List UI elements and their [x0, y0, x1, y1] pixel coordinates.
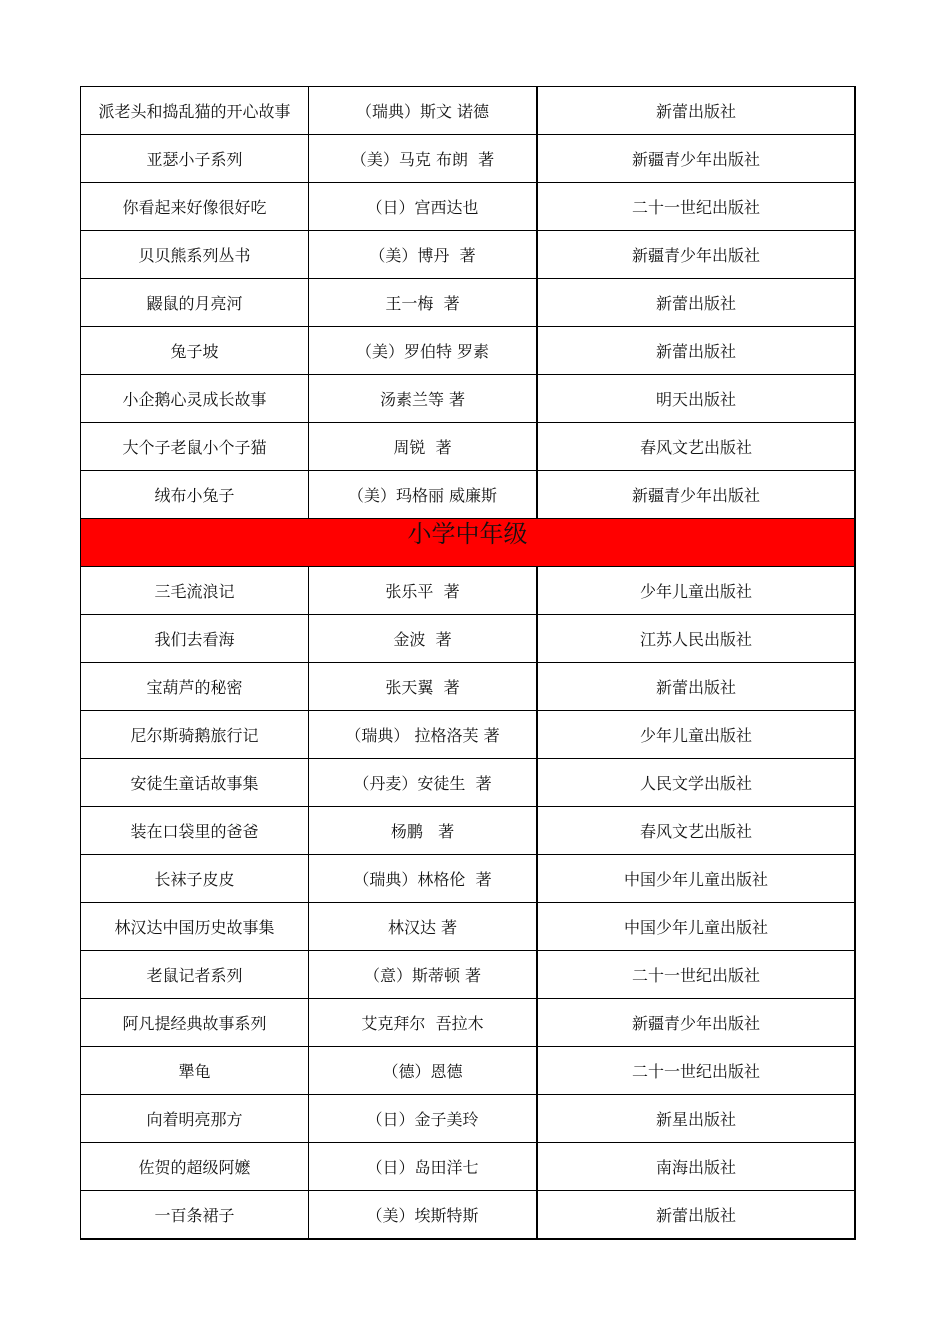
table-body — [81, 87, 856, 1240]
book-author-cell: （美）博丹 著 — [309, 231, 538, 279]
book-author-cell: （瑞典） 拉格洛芙 著 — [309, 711, 538, 759]
book-publisher-cell: 南海出版社 — [537, 1143, 855, 1191]
book-title-cell: 佐贺的超级阿嬷 — [81, 1143, 309, 1191]
book-publisher-cell: 新蕾出版社 — [537, 327, 855, 375]
book-publisher-cell: 少年儿童出版社 — [537, 567, 855, 615]
book-publisher-cell: 二十一世纪出版社 — [537, 1047, 855, 1095]
book-title-cell: 三毛流浪记 — [81, 567, 309, 615]
table-row — [81, 999, 856, 1047]
book-publisher-cell: 新蕾出版社 — [537, 279, 855, 327]
book-title-cell: 兔子坡 — [81, 327, 309, 375]
book-author-cell: 张天翼 著 — [309, 663, 538, 711]
table-row — [81, 1095, 856, 1143]
book-title-cell: 贝贝熊系列丛书 — [81, 231, 309, 279]
book-publisher-cell: 江苏人民出版社 — [537, 615, 855, 663]
table-row — [81, 663, 856, 711]
book-publisher-cell: 新疆青少年出版社 — [537, 999, 855, 1047]
table-row — [81, 903, 856, 951]
book-title-cell: 你看起来好像很好吃 — [81, 183, 309, 231]
table-row — [81, 711, 856, 759]
book-author-cell: （瑞典）斯文 诺德 — [309, 87, 538, 135]
table-row — [81, 807, 856, 855]
book-author-cell: 艾克拜尔 吾拉木 — [309, 999, 538, 1047]
table-row — [81, 1191, 856, 1240]
book-list-table — [80, 86, 856, 1240]
section-heading: 小学中年级 — [81, 519, 856, 567]
book-author-cell: （美）玛格丽 威廉斯 — [309, 471, 538, 519]
book-author-cell: 金波 著 — [309, 615, 538, 663]
book-title-cell: 大个子老鼠小个子猫 — [81, 423, 309, 471]
book-publisher-cell: 二十一世纪出版社 — [537, 951, 855, 999]
book-title-cell: 尼尔斯骑鹅旅行记 — [81, 711, 309, 759]
table-row — [81, 423, 856, 471]
book-title-cell: 派老头和捣乱猫的开心故事 — [81, 87, 309, 135]
book-title-cell: 林汉达中国历史故事集 — [81, 903, 309, 951]
book-title-cell: 阿凡提经典故事系列 — [81, 999, 309, 1047]
book-title-cell: 宝葫芦的秘密 — [81, 663, 309, 711]
book-publisher-cell: 中国少年儿童出版社 — [537, 855, 855, 903]
section-header-row — [81, 519, 856, 567]
book-publisher-cell: 新蕾出版社 — [537, 87, 855, 135]
table-row — [81, 183, 856, 231]
book-publisher-cell: 二十一世纪出版社 — [537, 183, 855, 231]
book-title-cell: 长袜子皮皮 — [81, 855, 309, 903]
book-author-cell: 杨鹏 著 — [309, 807, 538, 855]
book-author-cell: （意）斯蒂顿 著 — [309, 951, 538, 999]
book-title-cell: 我们去看海 — [81, 615, 309, 663]
table-row — [81, 471, 856, 519]
book-publisher-cell: 新蕾出版社 — [537, 1191, 855, 1240]
book-title-cell: 鼹鼠的月亮河 — [81, 279, 309, 327]
book-title-cell: 亚瑟小子系列 — [81, 135, 309, 183]
table-row — [81, 231, 856, 279]
book-publisher-cell: 新疆青少年出版社 — [537, 135, 855, 183]
book-author-cell: （德）恩德 — [309, 1047, 538, 1095]
book-title-cell: 绒布小兔子 — [81, 471, 309, 519]
book-title-cell: 向着明亮那方 — [81, 1095, 309, 1143]
book-publisher-cell: 新蕾出版社 — [537, 663, 855, 711]
book-author-cell: （日）宫西达也 — [309, 183, 538, 231]
table-row — [81, 855, 856, 903]
book-author-cell: （丹麦）安徒生 著 — [309, 759, 538, 807]
book-title-cell: 犟龟 — [81, 1047, 309, 1095]
book-publisher-cell: 春风文艺出版社 — [537, 807, 855, 855]
table-row — [81, 951, 856, 999]
book-title-cell: 装在口袋里的爸爸 — [81, 807, 309, 855]
book-author-cell: （美）埃斯特斯 — [309, 1191, 538, 1240]
book-author-cell: （美）马克 布朗 著 — [309, 135, 538, 183]
book-title-cell: 小企鹅心灵成长故事 — [81, 375, 309, 423]
book-author-cell: 汤素兰等 著 — [309, 375, 538, 423]
book-publisher-cell: 春风文艺出版社 — [537, 423, 855, 471]
table-row — [81, 135, 856, 183]
table-row — [81, 1143, 856, 1191]
table-row — [81, 327, 856, 375]
table-row — [81, 567, 856, 615]
table-row — [81, 87, 856, 135]
book-author-cell: （美）罗伯特 罗素 — [309, 327, 538, 375]
book-publisher-cell: 新星出版社 — [537, 1095, 855, 1143]
book-author-cell: 王一梅 著 — [309, 279, 538, 327]
book-author-cell: 林汉达 著 — [309, 903, 538, 951]
book-title-cell: 安徒生童话故事集 — [81, 759, 309, 807]
table-row — [81, 759, 856, 807]
book-title-cell: 老鼠记者系列 — [81, 951, 309, 999]
book-author-cell: （日）金子美玲 — [309, 1095, 538, 1143]
table-row — [81, 1047, 856, 1095]
table-row — [81, 615, 856, 663]
book-author-cell: （瑞典）林格伦 著 — [309, 855, 538, 903]
book-publisher-cell: 新疆青少年出版社 — [537, 231, 855, 279]
book-publisher-cell: 明天出版社 — [537, 375, 855, 423]
book-publisher-cell: 人民文学出版社 — [537, 759, 855, 807]
book-author-cell: 张乐平 著 — [309, 567, 538, 615]
book-publisher-cell: 新疆青少年出版社 — [537, 471, 855, 519]
table-row — [81, 279, 856, 327]
book-publisher-cell: 少年儿童出版社 — [537, 711, 855, 759]
table-row — [81, 375, 856, 423]
book-publisher-cell: 中国少年儿童出版社 — [537, 903, 855, 951]
book-author-cell: 周锐 著 — [309, 423, 538, 471]
book-author-cell: （日）岛田洋七 — [309, 1143, 538, 1191]
book-title-cell: 一百条裙子 — [81, 1191, 309, 1240]
